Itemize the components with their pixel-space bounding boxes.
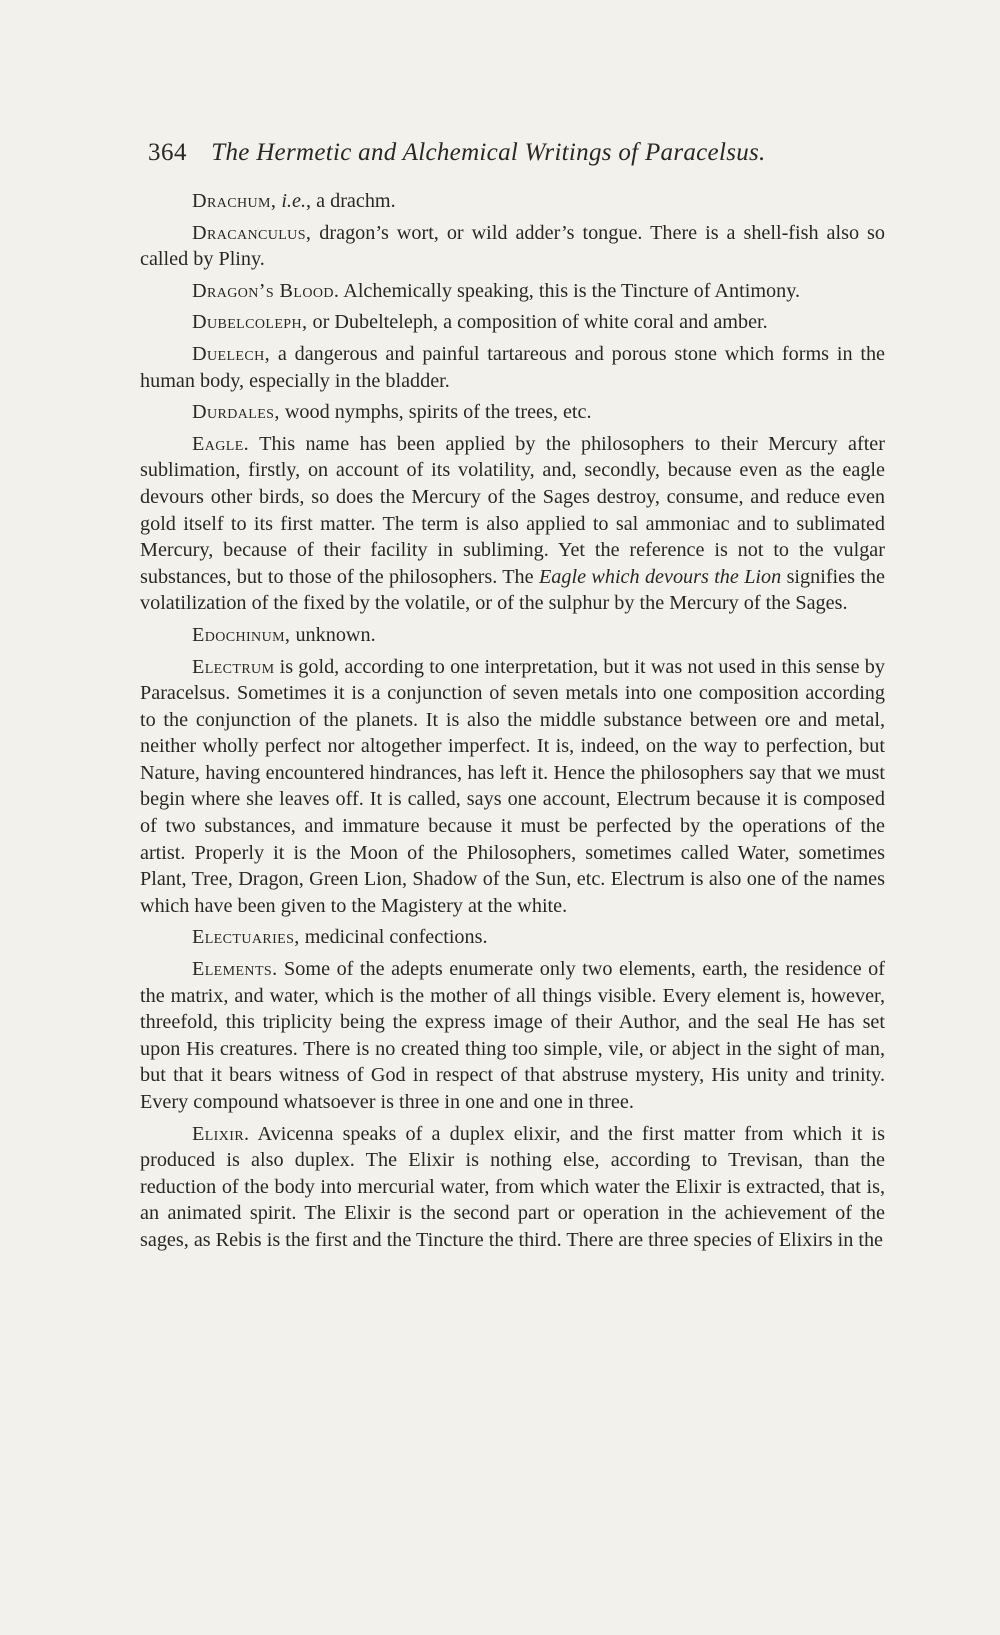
entry-text: unknown. <box>290 623 376 646</box>
entry-text: Avicenna speaks of a duplex elixir, and the first matter from which it is produced is also duplex. The Elixir is nothing else, according to Trevisan, than the reduction of the body into mercurial water, from which water the Elixir is extracted, that is, an animated spirit. The Elixir is the second part or operation in the achievement of the sages, as Rebis is the first and the Tincture the third. There are three species of Elixirs in the <box>140 1122 885 1251</box>
entry-text: medicinal confections. <box>299 926 488 949</box>
glossary-entry <box>140 654 885 920</box>
glossary-entry <box>140 1121 885 1254</box>
page-number: 364 <box>148 139 187 166</box>
entry-term: Duelech, <box>192 342 271 365</box>
glossary-entry <box>140 341 885 394</box>
entry-text: , a drachm. <box>306 190 396 212</box>
entry-term: Dubelcoleph, <box>192 311 308 334</box>
running-title: The Hermetic and Alchemical Writings of Paracelsus. <box>211 139 766 166</box>
entry-term: Drachum, <box>192 190 277 212</box>
entry-term: Edochinum, <box>192 623 291 646</box>
entry-italic-text: i.e. <box>281 190 306 212</box>
glossary-body <box>140 188 885 1259</box>
entry-text: Some of the adepts enumerate only two elements, earth, the residence of the matrix, and water, which is the mother of all things visible. Every element is, however, threefold, this triplicity being the express image of their Author, and the seal He has set upon His creatures. There is no created thing too simple, vile, or abject in the sight of man, but that it bears witness of God in respect of that abstruse mystery, His unity and trinity. Every compound whatsoever is three in one and one in three. <box>140 958 885 1113</box>
entry-text: or Dubelteleph, a composition of white coral and amber. <box>307 311 768 334</box>
entry-term: Eagle. <box>192 432 250 455</box>
glossary-entry <box>140 309 885 336</box>
glossary-entry <box>140 622 885 649</box>
running-header <box>148 136 878 170</box>
glossary-entry <box>140 431 885 617</box>
entry-text: a dangerous and painful tartareous and porous stone which forms in the human body, especially in the bladder. <box>140 342 885 392</box>
glossary-entry <box>140 220 885 273</box>
glossary-entry <box>140 399 885 426</box>
glossary-entry <box>140 924 885 951</box>
entry-term: Dragon’s Blood. <box>192 279 340 302</box>
entry-term: Elements. <box>192 958 278 981</box>
entry-text: is gold, according to one interpretation, but it was not used in this sense by Paracelsus. Sometimes it is a conjunction of seven metals into one composition according to the conjunction of the planets. It is also the middle substance between ore and metal, neither wholly perfect nor altogether imperfect. It is, indeed, on the way to perfection, but Nature, having encountered hindrances, has left it. Hence the philosophers say that we must begin where she leaves off. It is called, says one account, Electrum because it is composed of two substances, and immature because it must be perfected by the operations of the artist. Properly it is the Moon of the Philosophers, sometimes called Water, sometimes Plant, Tree, Dragon, Green Lion, Shadow of the Sun, etc. Electrum is also one of the names which have been given to the Magistery at the white. <box>140 655 885 917</box>
glossary-entry <box>140 278 885 305</box>
glossary-entry <box>140 188 885 215</box>
entry-text: signifies the volatilization of the fixed by the volatile, or of the sulphur by the Mercury of the Sages. <box>140 565 885 615</box>
entry-term: Elixir. <box>192 1122 250 1145</box>
entry-text: This name has been applied by the philosophers to their Mercury after sublimation, firstly, on account of its volatility, and, secondly, because even as the eagle devours other birds, so does the Mercury of the Sages destroy, consume, and reduce even gold itself to its first matter. The term is also applied to sal ammoniac and to sublimated Mercury, because of their facility in subliming. Yet the reference is not to the vulgar substances, but to those of the philosophers. The <box>140 432 885 588</box>
entry-term: Electrum <box>192 655 275 678</box>
entry-text: dragon’s wort, or wild adder’s tongue. There is a shell-fish also so called by Pliny. <box>140 221 885 271</box>
entry-text: Alchemically speaking, this is the Tincture of Antimony. <box>339 279 801 302</box>
entry-term: Dracanculus, <box>192 221 312 244</box>
entry-term: Durdales, <box>192 401 280 424</box>
entry-term: Electuaries, <box>192 926 300 949</box>
glossary-entry <box>140 956 885 1116</box>
entry-italic-text: Eagle which devours the Lion <box>538 565 782 588</box>
entry-text: wood nymphs, spirits of the trees, etc. <box>279 401 592 424</box>
